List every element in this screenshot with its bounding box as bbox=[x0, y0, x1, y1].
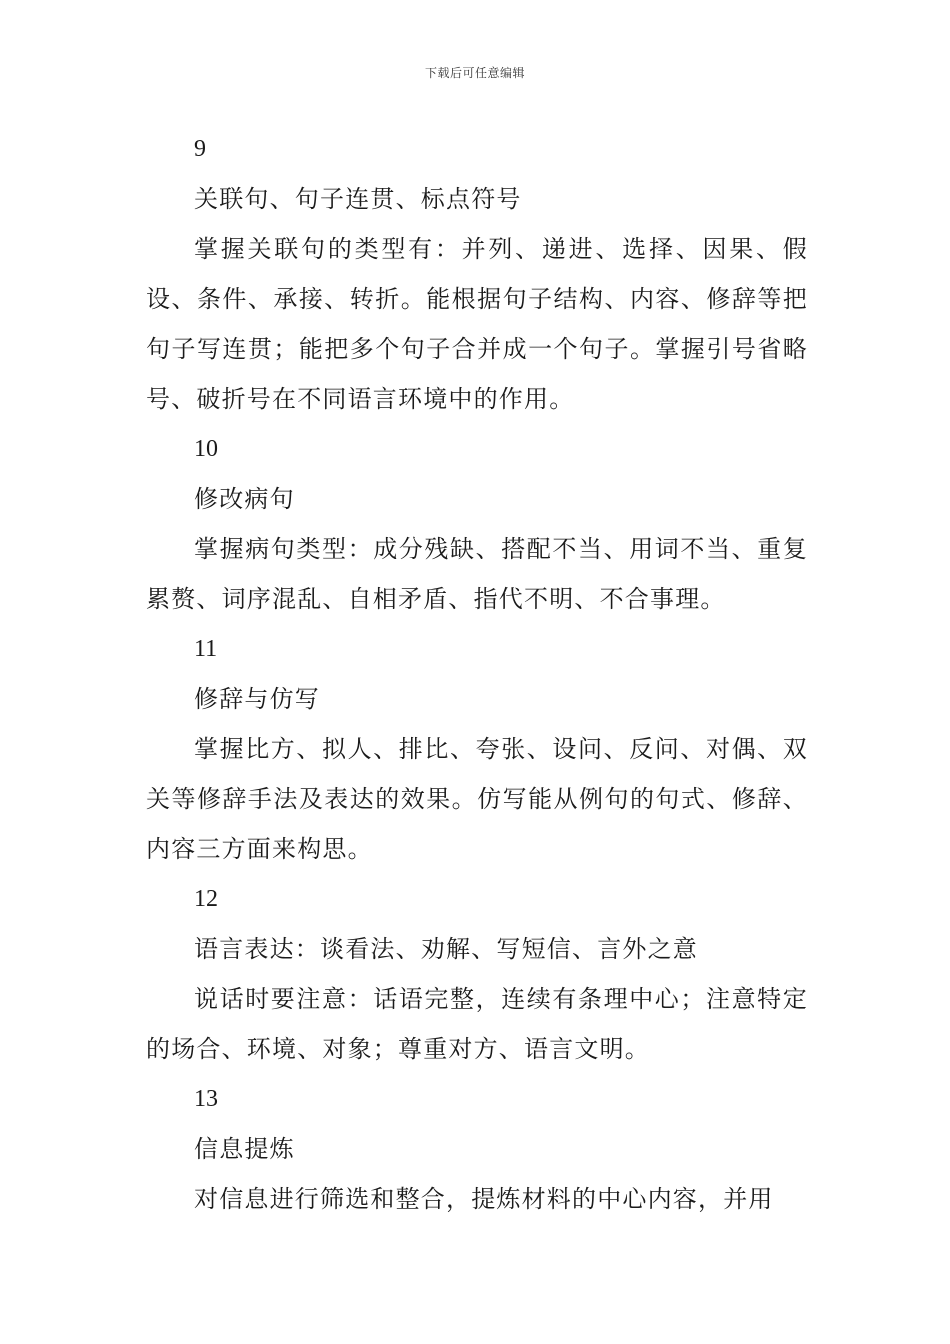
section-9 bbox=[146, 124, 808, 424]
section-title: 语言表达：谈看法、劝解、写短信、言外之意 bbox=[194, 935, 698, 963]
section-body: 说话时要注意：话语完整，连续有条理中心；注意特定的场合、环境、对象；尊重对方、语言文明。 bbox=[146, 985, 808, 1063]
section-body: 对信息进行筛选和整合，提炼材料的中心内容，并用 bbox=[194, 1185, 774, 1213]
section-title: 关联句、句子连贯、标点符号 bbox=[194, 185, 522, 213]
section-11 bbox=[146, 624, 808, 874]
section-13 bbox=[146, 1074, 808, 1224]
section-title: 修改病句 bbox=[194, 485, 295, 513]
page-header: 下载后可任意编辑 bbox=[424, 66, 525, 80]
section-number: 13 bbox=[194, 1086, 218, 1112]
section-title: 修辞与仿写 bbox=[194, 685, 320, 713]
section-body: 掌握关联句的类型有：并列、递进、选择、因果、假设、条件、承接、转折。能根据句子结构、内容、修辞等把句子写连贯；能把多个句子合并成一个句子。掌握引号省略号、破折号在不同语言环境中的作用。 bbox=[146, 235, 808, 413]
section-body: 掌握比方、拟人、排比、夸张、设问、反问、对偶、双关等修辞手法及表达的效果。仿写能从例句的句式、修辞、内容三方面来构思。 bbox=[146, 735, 808, 863]
section-body: 掌握病句类型：成分残缺、搭配不当、用词不当、重复累赘、词序混乱、自相矛盾、指代不明、不合事理。 bbox=[146, 535, 808, 613]
section-number: 10 bbox=[194, 436, 218, 462]
section-10 bbox=[146, 424, 808, 624]
section-number: 12 bbox=[194, 886, 218, 912]
section-number: 11 bbox=[194, 636, 218, 662]
document-body bbox=[146, 124, 808, 1224]
section-number: 9 bbox=[194, 136, 206, 162]
section-title: 信息提炼 bbox=[194, 1135, 295, 1163]
section-12 bbox=[146, 874, 808, 1074]
